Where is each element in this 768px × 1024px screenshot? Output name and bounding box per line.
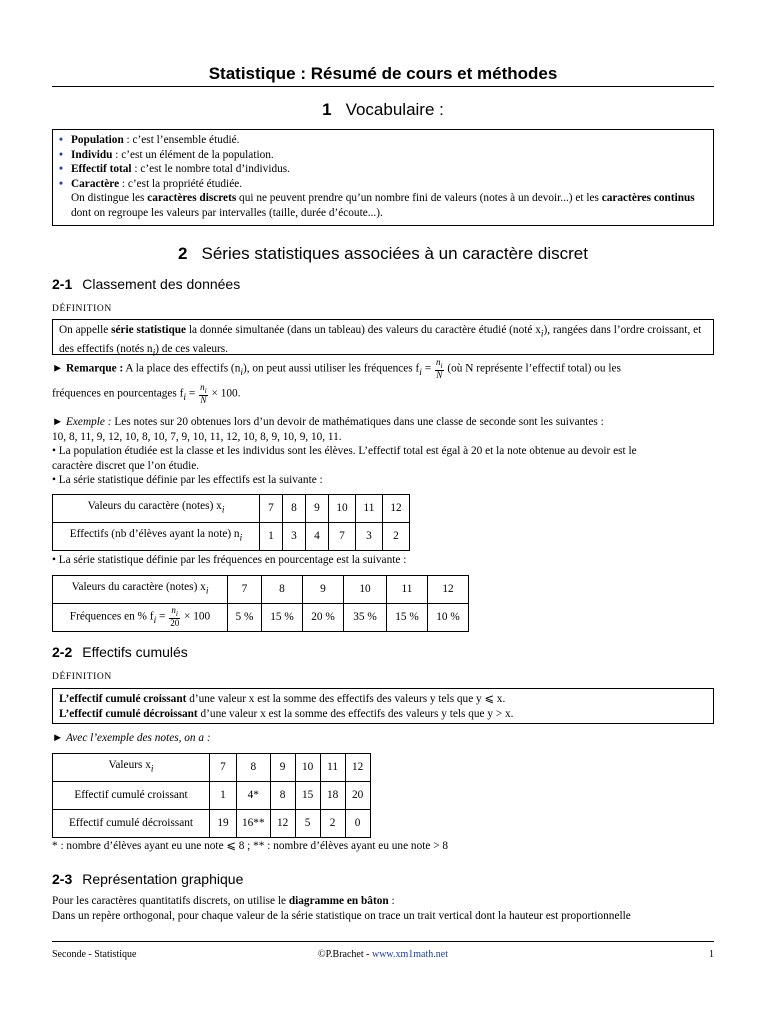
vocabulary-list bbox=[59, 133, 707, 220]
section-1-heading bbox=[52, 100, 714, 120]
subsection-2-2-heading: 2-2 Effectifs cumulés bbox=[52, 644, 188, 660]
bullet-icon: • bbox=[59, 163, 63, 175]
section-2-number: 2 bbox=[178, 244, 188, 263]
definition-cumules-box: L’effectif cumulé croissant d’une valeur x est la somme des effectifs des valeurs y tels que y ⩽ x. L’effectif cumulé décroissant d’une valeur x est la somme des effectifs des valeurs y tels que y > x. bbox=[52, 688, 714, 724]
section-1-number: 1 bbox=[322, 100, 332, 119]
fraction: $\frac{n_i}{20}$ bbox=[170, 605, 180, 629]
title-rule bbox=[52, 86, 714, 87]
section-2-title: Séries statistiques associées à un caractère discret bbox=[201, 244, 588, 263]
remarque-paragraph: ► Remarque : A la place des effectifs $(n_i)$, on peut aussi utiliser les fréquences $f_i$ = $\frac{n_i}{N}$ (où N représente l’effectif total) ou les fréquences en pourcentages $f_i$ = $\frac{n_i}{N}$ × 100. bbox=[52, 357, 621, 405]
table-effectifs bbox=[52, 494, 410, 551]
arrow-icon: ► bbox=[52, 732, 64, 744]
page-title: Statistique : Résumé de cours et méthodes bbox=[208, 64, 558, 83]
list-item: • Caractère : c’est la propriété étudiée. On distingue les caractères discrets qui ne peuvent prendre qu’un nombre fini de valeurs (notes à un devoir...) et les caractères continus dont on regroupe les valeurs par intervalles (taille, durée d’écoute...). bbox=[59, 177, 695, 219]
table-row: Effectifs (nb d’élèves ayant la note) $n_i$ 1 3 4 7 3 2 bbox=[53, 523, 410, 551]
section-2-heading bbox=[52, 244, 714, 264]
vocabulary-box bbox=[52, 129, 714, 226]
footer-left: Seconde - Statistique bbox=[52, 949, 137, 960]
avec-exemple-line: ► Avec l’exemple des notes, on a : bbox=[52, 732, 211, 744]
fraction: $\frac{n_i}{N}$ bbox=[200, 381, 207, 405]
table-cumules bbox=[52, 753, 371, 838]
arrow-icon: ► bbox=[52, 362, 64, 375]
list-item: • Population : c’est l’ensemble étudié. bbox=[59, 134, 240, 146]
table-frequences bbox=[52, 575, 469, 632]
list-item: • Individu : c’est un élément de la population. bbox=[59, 148, 274, 161]
table-row: Valeurs du caractère (notes) $x_i$ 7 8 9 10 11 12 bbox=[53, 576, 469, 604]
serie-frequences-line: • La série statistique définie par les fréquences en pourcentage est la suivante : bbox=[52, 554, 407, 566]
subsection-2-3-heading: 2-3 Représentation graphique bbox=[52, 871, 244, 887]
footnote: * : nombre d’élèves ayant eu une note ⩽ 8 ; ** : nombre d’élèves ayant eu une note > 8 bbox=[52, 840, 449, 852]
footer-center: ©P.Brachet - www.xm1math.net bbox=[318, 949, 448, 960]
bullet-icon: • bbox=[59, 134, 63, 146]
table-row: Effectif cumulé décroissant 19 16** 12 5 2 0 bbox=[53, 810, 371, 838]
table-row: Fréquences en % $f_i$ = $\frac{n_i}{20}$ × 100 5 % 15 % 20 % 35 % 15 % 10 % bbox=[53, 604, 469, 632]
exemple-paragraph: ► Exemple : Les notes sur 20 obtenues lors d’un devoir de mathématiques dans une classe de seconde sont les suivantes : 10, 8, 11, 9, 12, 10, 8, 10, 7, 9, 10, 11, 12, 10, 8, 9, 10, 9, 10, 11. • La population étudiée est la classe et les individus sont les élèves. L’effectif total est égal à 20 et la note obtenue au devoir est le caractère discret que l’on étudie. • La série statistique définie par les effectifs est la suivante : bbox=[52, 416, 637, 486]
footer-website-link[interactable]: www.xm1math.net bbox=[371, 949, 448, 960]
representation-paragraph: Pour les caractères quantitatifs discrets, on utilise le diagramme en bâton : Dans un repère orthogonal, pour chaque valeur de la série statistique on trace un trait vertical dont la hauteur est proportionnelle bbox=[52, 895, 631, 922]
table-row: Valeurs $x_i$ 7 8 9 10 11 12 bbox=[53, 754, 371, 782]
table-row: Effectif cumulé croissant 1 4* 8 15 18 20 bbox=[53, 782, 371, 810]
subsection-2-1-heading: 2-1 Classement des données bbox=[52, 276, 241, 292]
bullet-icon: • bbox=[59, 148, 63, 161]
table-row: Valeurs du caractère (notes) $x_i$ 7 8 9 10 11 12 bbox=[53, 495, 410, 523]
page-number: 1 bbox=[709, 949, 714, 960]
arrow-icon: ► bbox=[52, 416, 64, 428]
definition-serie-box: On appelle série statistique la donnée simultanée (dans un tableau) des valeurs du caractère étudié (noté $x_i$), rangées dans l’ordre croissant, et des effectifs (notés $n_i$) de ces valeurs. bbox=[52, 319, 714, 355]
section-1-title: Vocabulaire : bbox=[345, 100, 444, 119]
footer-rule bbox=[52, 941, 714, 942]
definition-label: DÉFINITION bbox=[52, 672, 112, 682]
list-item: • Effectif total : c’est le nombre total d’individus. bbox=[59, 163, 290, 175]
definition-label: DÉFINITION bbox=[52, 304, 112, 314]
fraction: $\frac{n_i}{N}$ bbox=[435, 357, 443, 380]
bullet-icon: • bbox=[59, 177, 63, 190]
